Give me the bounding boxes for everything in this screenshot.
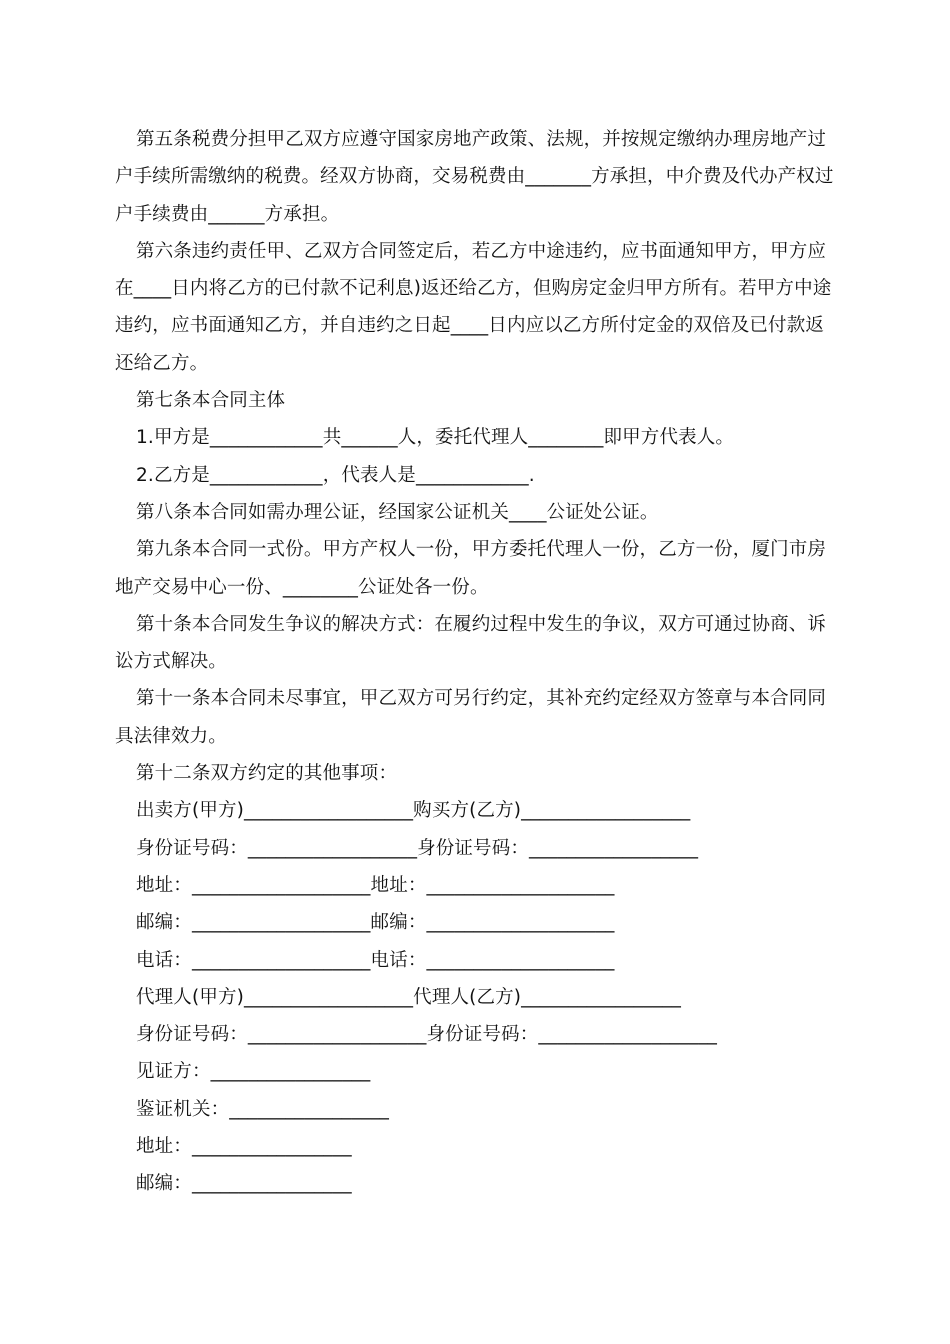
agency-postcode-line: 邮编：_________________ — [136, 1173, 352, 1195]
article-10-dispute: 第十条本合同发生争议的解决方式：在履约过程中发生的争议，双方可通过协商、诉讼方式解决。 — [115, 613, 827, 673]
signature-agent-ids: 身份证号码：___________________身份证号码：___________________ — [136, 1024, 718, 1046]
article-9-copies: 第九条本合同一式份。甲方产权人一份，甲方委托代理人一份，乙方一份，厦门市房地产交易中心一份、________公证处各一份。 — [115, 539, 827, 598]
article-7-party-b: 2.乙方是____________，代表人是____________. — [136, 464, 535, 486]
witness-line: 见证方：_________________ — [136, 1061, 371, 1083]
signature-phones: 电话：___________________电话：____________________ — [136, 949, 615, 971]
signature-seller-buyer: 出卖方(甲方)__________________购买方(乙方)__________________ — [136, 800, 691, 822]
article-5-tax: 第五条税费分担甲乙双方应遵守国家房地产政策、法规，并按规定缴纳办理房地产过户手续所需缴纳的税费。经双方协商，交易税费由_______方承担，中介费及代办产权过户手续费由______方承担。 — [115, 129, 834, 225]
article-11-supplement: 第十一条本合同未尽事宜，甲乙双方可另行约定，其补充约定经双方签章与本合同同具法律效力。 — [115, 688, 827, 747]
article-7-heading: 第七条本合同主体 — [136, 390, 286, 412]
signature-addresses: 地址：___________________地址：____________________ — [136, 874, 615, 896]
article-6-breach: 第六条违约责任甲、乙双方合同签定后，若乙方中途违约，应书面通知甲方，甲方应在____日内将乙方的已付款不记利息)返还给乙方，但购房定金归甲方所有。若甲方中途违约，应书面通知乙方，并自违约之日起____日内应以乙方所付定金的双倍及已付款返还给乙方。 — [115, 240, 832, 374]
article-7-party-a: 1.甲方是____________共______人，委托代理人________即甲方代表人。 — [136, 427, 735, 449]
article-12-other: 第十二条双方约定的其他事项： — [136, 763, 398, 785]
authentication-agency-line: 鉴证机关：_________________ — [136, 1098, 390, 1120]
document-body — [115, 121, 837, 1203]
article-8-notary: 第八条本合同如需办理公证，经国家公证机关____公证处公证。 — [136, 501, 659, 523]
agency-address-line: 地址：_________________ — [136, 1136, 352, 1158]
signature-postcodes: 邮编：___________________邮编：____________________ — [136, 912, 615, 934]
signature-id-numbers: 身份证号码：__________________身份证号码：__________________ — [136, 837, 699, 859]
signature-agents: 代理人(甲方)__________________代理人(乙方)_________________ — [136, 986, 681, 1008]
